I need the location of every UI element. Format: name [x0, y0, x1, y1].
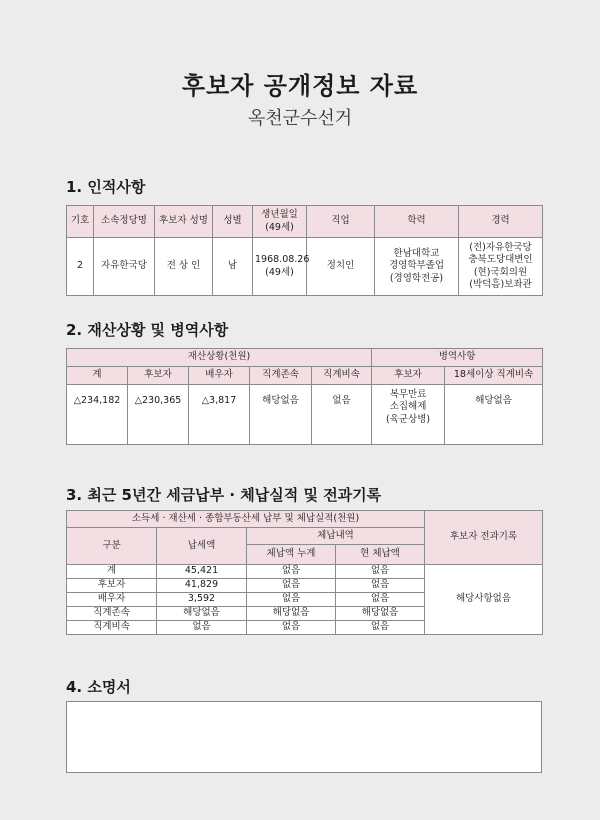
table-cell: 없음 — [247, 565, 336, 579]
table-cell: 없음 — [312, 385, 372, 445]
header-cell — [94, 206, 155, 238]
table-cell: △234,182 — [67, 385, 128, 445]
header-cell: 배우자 — [189, 367, 250, 385]
table-row — [67, 565, 543, 579]
table-cell: 없음 — [336, 621, 425, 635]
cell-line: 경영학부졸업 — [388, 260, 445, 272]
header-cell: 납세액 — [157, 528, 247, 565]
table-cell — [94, 238, 155, 296]
header-cell — [155, 206, 213, 238]
header-cell — [253, 206, 307, 238]
header-cell: 직계비속 — [312, 367, 372, 385]
table-cell: 없음 — [247, 621, 336, 635]
table-cell: 해당없음 — [157, 607, 247, 621]
cell-line: (49세) — [265, 266, 294, 278]
military-group-header: 병역사항 — [372, 349, 543, 367]
criminal-record-value: 해당사항없음 — [425, 565, 543, 635]
cell-line: 전 상 인 — [166, 260, 201, 272]
table-cell: 없음 — [247, 593, 336, 607]
section-heading-tax: 3. 최근 5년간 세금납부 · 체납실적 및 전과기록 — [66, 486, 382, 504]
header-cell: 체납액 누계 — [247, 545, 336, 565]
table-cell — [307, 238, 375, 296]
assets-military-table — [66, 348, 543, 445]
table-cell: 없음 — [157, 621, 247, 635]
table-cell: 없음 — [336, 565, 425, 579]
cell-line: 충북도당대변인 — [468, 254, 533, 266]
table-cell: 해당없음 — [445, 385, 543, 445]
cell-line: 2 — [76, 260, 84, 272]
personal-info-table — [66, 205, 543, 296]
page-title: 후보자 공개정보 자료 — [181, 72, 419, 100]
header-cell: 현 체납액 — [336, 545, 425, 565]
statement-box — [66, 701, 542, 773]
cell-line: 소집해제 — [389, 401, 427, 413]
table-cell — [375, 238, 459, 296]
table-cell: △230,365 — [128, 385, 189, 445]
table-cell: 없음 — [336, 593, 425, 607]
table-cell — [253, 238, 310, 296]
header-cell — [67, 206, 94, 238]
header-cell: 직계존속 — [250, 367, 312, 385]
cell-line: 직업 — [331, 215, 350, 227]
table-row — [67, 385, 543, 445]
tax-record-table — [66, 510, 543, 635]
header-cell — [375, 206, 459, 238]
header-cell: 체납내역 — [247, 528, 425, 545]
table-cell: 후보자 — [67, 579, 157, 593]
cell-line: 기호 — [70, 215, 90, 227]
table-cell: 해당없음 — [250, 385, 312, 445]
header-cell: 계 — [67, 367, 128, 385]
cell-line: (경영학전공) — [389, 272, 444, 284]
header-cell — [307, 206, 375, 238]
table-cell: 해당없음 — [247, 607, 336, 621]
cell-line: 생년월일 — [261, 209, 298, 221]
table-cell: 직계존속 — [67, 607, 157, 621]
header-cell — [213, 206, 253, 238]
criminal-record-header: 후보자 전과기록 — [425, 511, 543, 565]
header-cell — [459, 206, 543, 238]
cell-line: 1968.08.26 — [255, 254, 310, 266]
tax-group-header: 소득세 · 재산세 · 종합부동산세 납부 및 체납실적(천원) — [67, 511, 425, 528]
table-cell — [372, 385, 445, 445]
table-cell — [459, 238, 543, 296]
header-cell: 18세이상 직계비속 — [445, 367, 543, 385]
table-row — [67, 238, 543, 296]
table-cell: 45,421 — [157, 565, 247, 579]
table-cell: 없음 — [247, 579, 336, 593]
table-cell: 해당없음 — [336, 607, 425, 621]
section-heading-assets: 2. 재산상황 및 병역사항 — [66, 321, 229, 339]
cell-line: 남 — [227, 260, 238, 272]
page-subtitle: 옥천군수선거 — [247, 108, 353, 129]
cell-line: 소속정당명 — [101, 215, 147, 227]
cell-line: 정치인 — [326, 260, 355, 272]
table-cell: 직계비속 — [67, 621, 157, 635]
cell-line: 후보자 성명 — [159, 215, 208, 227]
header-cell: 후보자 — [372, 367, 445, 385]
section-heading-personal: 1. 인적사항 — [66, 178, 146, 196]
cell-line: (박덕흠)보좌관 — [469, 278, 532, 290]
table-cell — [67, 238, 94, 296]
assets-group-header: 재산상황(천원) — [67, 349, 372, 367]
table-cell: 41,829 — [157, 579, 247, 593]
cell-line: 복무만료 — [389, 389, 427, 400]
table-cell — [213, 238, 253, 296]
cell-line: (49세) — [265, 221, 294, 233]
cell-line: 자유한국당 — [101, 260, 147, 272]
table-cell — [155, 238, 213, 296]
section-heading-statement: 4. 소명서 — [66, 678, 131, 696]
header-cell: 후보자 — [128, 367, 189, 385]
table-cell: 3,592 — [157, 593, 247, 607]
cell-line: 한남대학교 — [393, 247, 440, 259]
cell-line: (전)자유한국당 — [469, 241, 532, 253]
cell-line: 경력 — [491, 215, 510, 227]
table-cell: 배우자 — [67, 593, 157, 607]
header-cell: 구분 — [67, 528, 157, 565]
table-cell: 없음 — [336, 579, 425, 593]
cell-line: (현)국회의원 — [473, 266, 528, 278]
table-cell: △3,817 — [189, 385, 250, 445]
table-cell: 계 — [67, 565, 157, 579]
cell-line: 학력 — [407, 215, 426, 227]
cell-line: (육군상병) — [386, 413, 431, 425]
cell-line: 성별 — [223, 215, 242, 227]
